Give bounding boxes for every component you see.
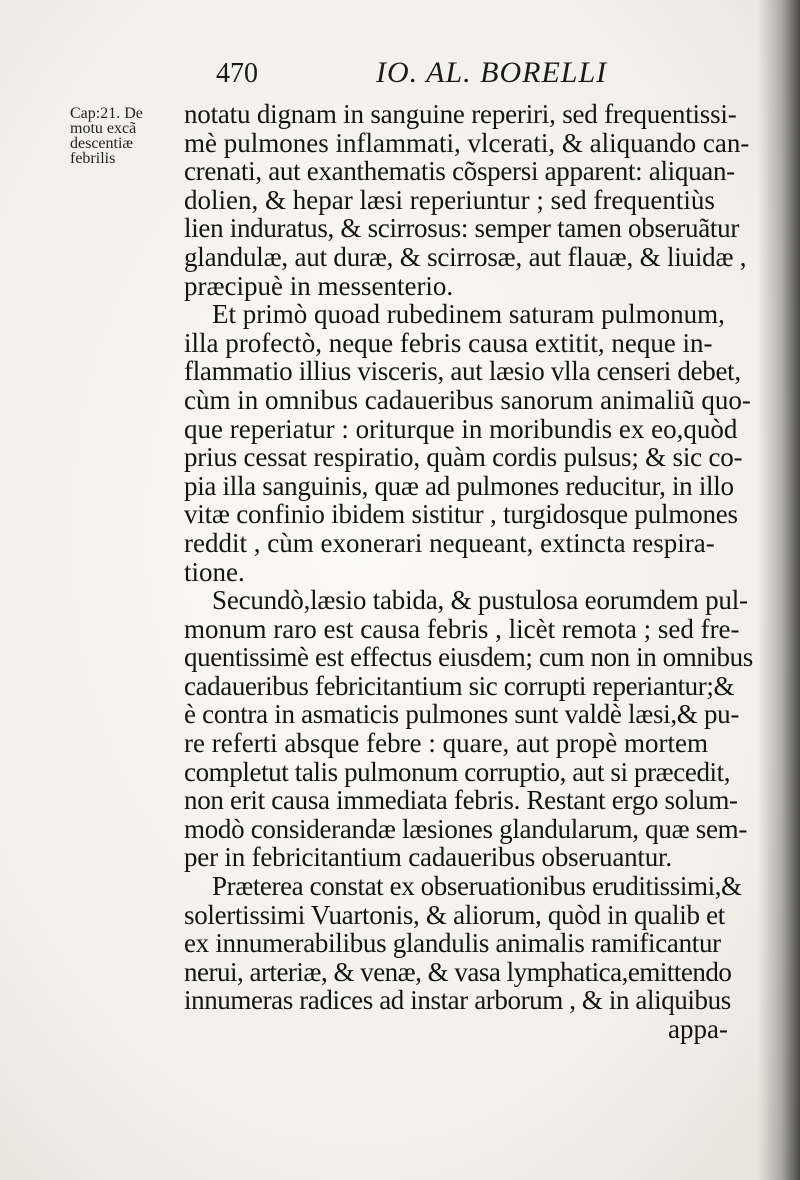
- text-line: per in febricitantium cadaueribus obseruantur.: [184, 842, 672, 873]
- text-line: Et primò quoad rubedinem saturam pulmonum,: [212, 299, 725, 330]
- margin-note-line: descentiæ: [70, 135, 134, 152]
- text-line: monum raro est causa febris , licèt remota ; sed fre-: [184, 613, 740, 644]
- margin-note-line: febrilis: [70, 150, 116, 167]
- text-line: prius cessat respiratio, quàm cordis pulsus; & sic co-: [184, 442, 743, 473]
- text-line: illa profectò, neque febris causa extitit, neque in-: [184, 327, 713, 358]
- text-line: dolien, & hepar læsi reperiuntur ; sed frequentiùs: [184, 184, 715, 215]
- text-line: que reperiatur : oriturque in moribundis ex eo,quòd: [184, 413, 738, 444]
- text-line: mè pulmones inflammati, vlcerati, & aliquando can-: [184, 127, 750, 158]
- text-line: è contra in asmaticis pulmones sunt valdè læsi,& pu-: [184, 699, 740, 730]
- margin-note-line: Cap:21. De: [70, 105, 143, 122]
- text-line: nerui, arteriæ, & venæ, & vasa lymphatica,emittendo: [184, 956, 732, 987]
- text-line: completut talis pulmonum corruptio, aut si præcedit,: [184, 756, 731, 787]
- text-line: Præterea constat ex obseruationibus eruditissimi,&: [212, 871, 742, 902]
- text-line: tione.: [184, 556, 245, 587]
- text-line: cadaueribus febricitantium sic corrupti reperiantur;&: [184, 670, 735, 701]
- text-line: notatu dignam in sanguine reperiri, sed frequentissi-: [184, 99, 737, 129]
- page-header: [0, 50, 800, 98]
- text-line: re referti absque febre : quare, aut propè mortem: [184, 728, 708, 759]
- text-line: pia illa sanguinis, quæ ad pulmones reducitur, in illo: [184, 470, 734, 501]
- text-line: innumeras radices ad instar arborum , & in aliquibus: [184, 985, 731, 1016]
- text-line: reddit , cùm exonerari nequeant, extincta respira-: [184, 527, 715, 558]
- running-head: IO. AL. BORELLI: [376, 56, 608, 89]
- text-line: quentissimè est effectus eiusdem; cum non in omnibus: [184, 642, 753, 673]
- text-line: vitæ confinio ibidem sistitur , turgidosque pulmones: [184, 499, 738, 530]
- text-line: flammatio illius visceris, aut læsio vlla censeri debet,: [184, 356, 741, 387]
- text-line: non erit causa immediata febris. Restant ergo solum-: [184, 785, 738, 816]
- margin-note-line: motu excã: [70, 120, 137, 137]
- text-line: modò considerandæ læsiones glandularum, quæ sem-: [184, 813, 748, 844]
- text-line: glandulæ, aut duræ, & scirrosæ, aut flauæ, & liuidæ ,: [184, 241, 747, 272]
- body-text: [184, 100, 774, 1044]
- text-line: cùm in omnibus cadaueribus sanorum animaliũ quo-: [184, 384, 751, 415]
- text-line: crenati, aut exanthematis cõspersi apparent: aliquan-: [184, 156, 735, 187]
- text-line: lien induratus, & scirrosus: semper tamen obseruãtur: [184, 213, 740, 244]
- catchword: appa-: [668, 1014, 728, 1044]
- text-line: præcipuè in messenterio.: [184, 270, 454, 301]
- text-line: solertissimi Vuartonis, & aliorum, quòd in qualib et: [184, 899, 725, 930]
- page-number: 470: [216, 58, 258, 89]
- margin-note: [70, 106, 180, 166]
- text-line: ex innumerabilibus glandulis animalis ramificantur: [184, 928, 721, 959]
- text-line: Secundò,læsio tabida, & pustulosa eorumdem pul-: [212, 585, 748, 616]
